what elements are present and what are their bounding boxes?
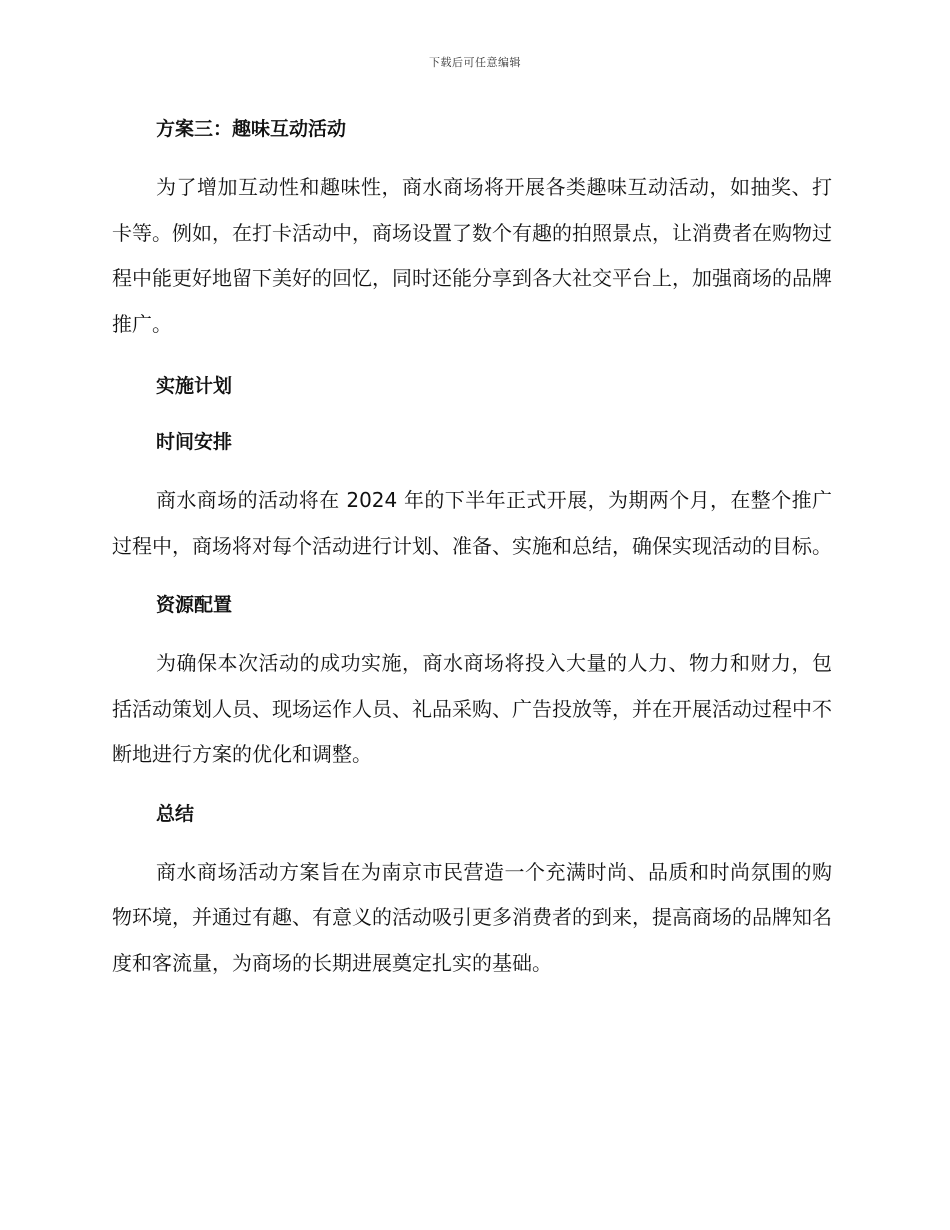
plan3-paragraph: 为了增加互动性和趣味性，商水商场将开展各类趣味互动活动，如抽奖、打卡等。例如，在打卡活动中，商场设置了数个有趣的拍照景点，让消费者在购物过程中能更好地留下美好的回忆，同时还能分享到各大社交平台上，加强商场的品牌推广。 bbox=[112, 175, 832, 336]
summary-paragraph: 商水商场活动方案旨在为南京市民营造一个充满时尚、品质和时尚氛围的购物环境，并通过有趣、有意义的活动吸引更多消费者的到来，提高商场的品牌知名度和客流量，为商场的长期进展奠定扎实的基础。 bbox=[112, 859, 832, 975]
plan3-heading: 方案三：趣味互动活动 bbox=[156, 118, 347, 140]
summary-heading: 总结 bbox=[156, 802, 195, 825]
schedule-paragraph: 商水商场的活动将在 2024 年的下半年正式开展，为期两个月，在整个推广过程中，商场将对每个活动进行计划、准备、实施和总结，确保实现活动的目标。 bbox=[112, 488, 832, 558]
resources-paragraph: 为确保本次活动的成功实施，商水商场将投入大量的人力、物力和财力，包括活动策划人员、现场运作人员、礼品采购、广告投放等，并在开展活动过程中不断地进行方案的优化和调整。 bbox=[112, 651, 832, 766]
document-body bbox=[112, 112, 832, 986]
implementation-heading: 实施计划 bbox=[156, 375, 233, 397]
schedule-heading: 时间安排 bbox=[156, 431, 233, 453]
resources-heading: 资源配置 bbox=[156, 594, 233, 616]
page-header: 下载后可任意编辑 bbox=[429, 56, 521, 69]
